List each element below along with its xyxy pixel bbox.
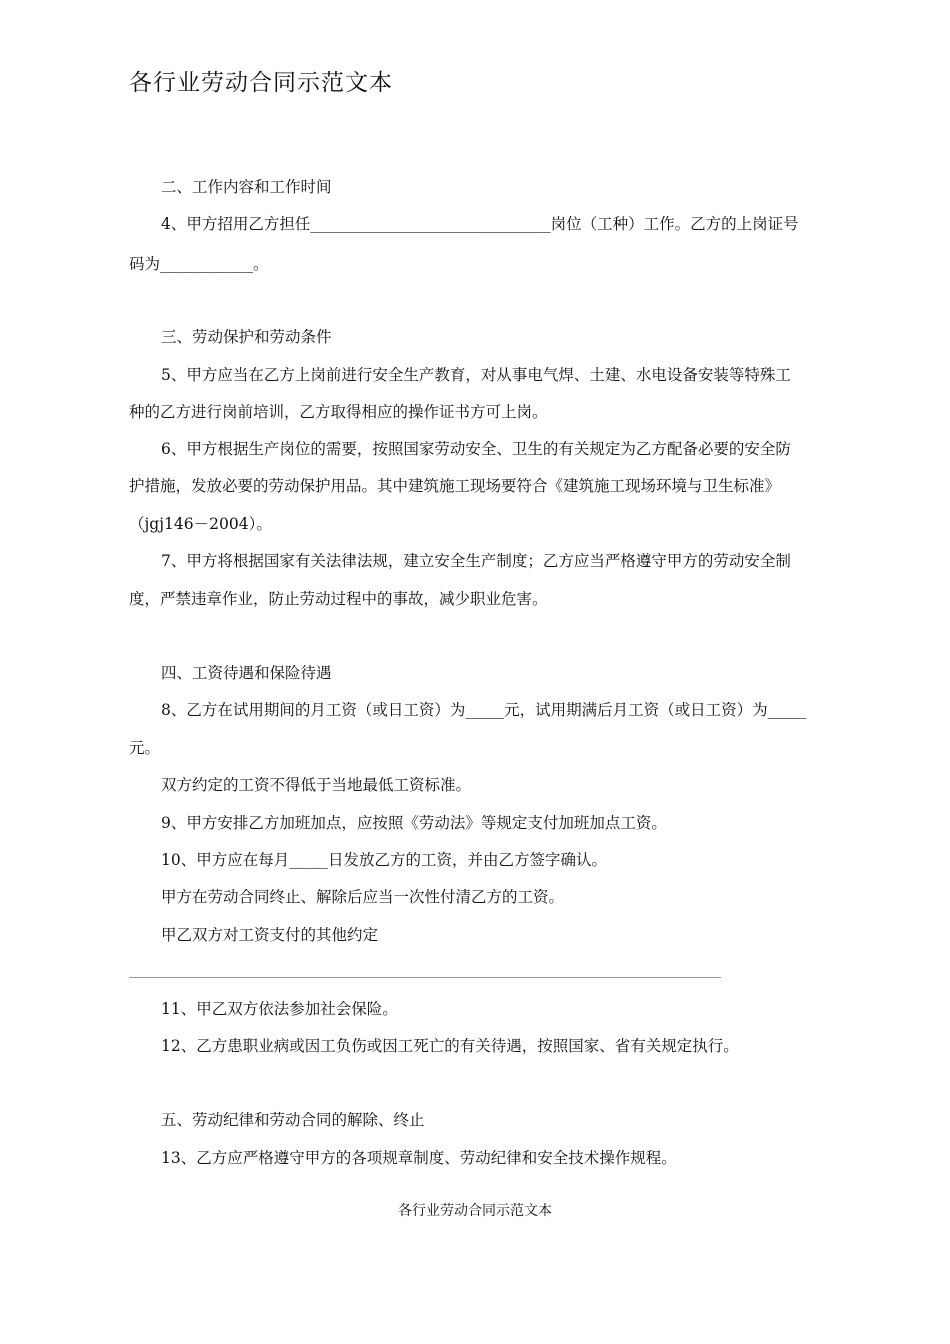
page-header-title: 各行业劳动合同示范文本 (129, 70, 393, 96)
paragraph-line: 元。 (129, 739, 161, 757)
section-heading: 四、工资待遇和保险待遇 (161, 664, 332, 682)
paragraph-line: 甲乙双方对工资支付的其他约定 (161, 926, 379, 944)
section-heading: 五、劳动纪律和劳动合同的解除、终止 (161, 1111, 425, 1129)
paragraph-line: （jgj146－2004）。 (129, 515, 272, 533)
paragraph-line: 7、甲方将根据国家有关法律法规，建立安全生产制度；乙方应当严格遵守甲方的劳动安全制 (161, 552, 791, 570)
section-heading: 三、劳动保护和劳动条件 (161, 328, 332, 346)
page-footer: 各行业劳动合同示范文本 (398, 1203, 552, 1219)
paragraph-line: 10、甲方应在每月_____日发放乙方的工资，并由乙方签字确认。 (161, 851, 607, 869)
paragraph-line: 12、乙方患职业病或因工负伤或因工死亡的有关待遇，按照国家、省有关规定执行。 (161, 1037, 739, 1055)
paragraph-line: 4、甲方招用乙方担任_______________________________岗位（工种）工作。乙方的上岗证号 (161, 215, 799, 233)
paragraph-line: 13、乙方应严格遵守甲方的各项规章制度、劳动纪律和安全技术操作规程。 (161, 1149, 677, 1167)
blank-fill-line (129, 977, 721, 978)
paragraph-line: 度，严禁违章作业，防止劳动过程中的事故，减少职业危害。 (129, 590, 548, 608)
paragraph-line: 5、甲方应当在乙方上岗前进行安全生产教育，对从事电气焊、土建、水电设备安装等特殊工 (161, 366, 791, 384)
paragraph-line: 9、甲方安排乙方加班加点，应按照《劳动法》等规定支付加班加点工资。 (161, 814, 667, 832)
paragraph-line: 11、甲乙双方依法参加社会保险。 (161, 1000, 398, 1018)
paragraph-line: 8、乙方在试用期间的月工资（或日工资）为_____元，试用期满后月工资（或日工资）为_____ (161, 701, 807, 719)
paragraph-line: 双方约定的工资不得低于当地最低工资标准。 (161, 776, 472, 794)
paragraph-line: 6、甲方根据生产岗位的需要，按照国家劳动安全、卫生的有关规定为乙方配备必要的安全防 (161, 440, 791, 458)
paragraph-line: 护措施，发放必要的劳动保护用品。其中建筑施工现场要符合《建筑施工现场环境与卫生标准》 (129, 477, 781, 495)
section-heading: 二、工作内容和工作时间 (161, 178, 332, 196)
paragraph-line: 码为____________。 (129, 255, 269, 273)
paragraph-line: 种的乙方进行岗前培训，乙方取得相应的操作证书方可上岗。 (129, 403, 548, 421)
paragraph-line: 甲方在劳动合同终止、解除后应当一次性付清乙方的工资。 (161, 888, 565, 906)
